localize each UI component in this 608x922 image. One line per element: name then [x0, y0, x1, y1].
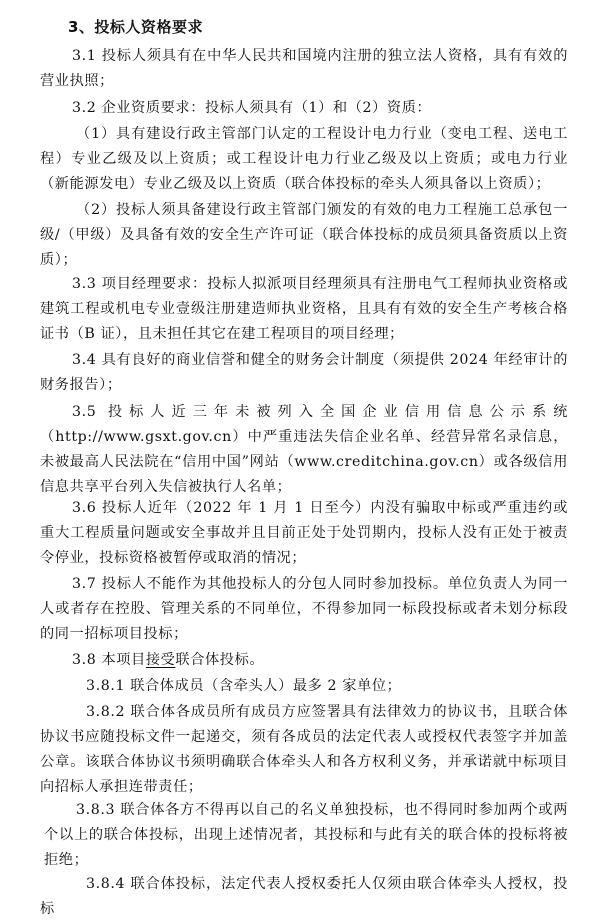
clause-3-7: 3.7 投标人不能作为其他投标人的分包人同时参加投标。单位负责人为同一人或者存在控股、管理关系的不同单位，不得参加同一标段投标或者未划分标段的同一招标项目投标； — [40, 576, 568, 642]
section-heading: 3、投标人资格要求 — [68, 18, 203, 36]
clause-3-2: 3.2 企业资质要求：投标人须具有（1）和（2）资质： — [72, 100, 432, 116]
clause-3-8-prefix: 3.8 本项目 — [72, 652, 146, 668]
clause-3-8-accept-underlined: 接受 — [145, 652, 176, 668]
clause-3-6: 3.6 投标人近年（2022 年 1 月 1 日至今）内没有骗取中标或严重违约或重大工程质量问题或安全事故并且目前正处于处罚期内，投标人没有正处于被责令停业，投标资格被暂停或取消的情况； — [40, 500, 568, 566]
clause-3-2-item-1: （1）具有建设行政主管部门认定的工程设计电力行业（变电工程、送电工程）专业乙级及以上资质；或工程设计电力行业乙级及以上资质；或电力行业（新能源发电）专业乙级及以上资质（联合体投标的牵头人须具备以上资质）； — [40, 126, 568, 192]
clause-3-1: 3.1 投标人须具有在中华人民共和国境内注册的独立法人资格，具有有效的营业执照； — [40, 48, 568, 89]
clause-3-8-1: 3.8.1 联合体成员（含牵头人）最多 2 家单位； — [86, 678, 402, 694]
clause-3-2-item-2: （2）投标人须具备建设行政主管部门颁发的有效的电力工程施工总承包一级/（甲级）及具备有效的安全生产许可证（联合体投标的成员须具备资质以上资质）； — [40, 202, 568, 268]
clause-3-8-2: 3.8.2 联合体各成员所有成员方应签署具有法律效力的协议书，且联合体协议书应随投标文件一起递交，须有各成员的法定代表人或授权代表签字并加盖公章。该联合体协议书须明确联合体牵头人和各方权利义务，并承诺就中标项目向招标人承担连带责任； — [40, 704, 568, 795]
clause-3-8 — [40, 648, 568, 673]
clause-3-8-suffix: 联合体投标。 — [175, 652, 265, 668]
clause-3-4: 3.4 具有良好的商业信誉和健全的财务会计制度（须提供 2024 年经审计的财务报告）； — [40, 352, 568, 393]
clause-3-5: 3.5 投标人近三年未被列入全国企业信用信息公示系统（http://www.gsxt.gov.cn）中严重违法失信企业名单、经营异常名录信息，未被最高人民法院在“信用中国”网站（www.creditchina.gov.cn）或各级信用信息共享平台列入失信被执行人名单； — [40, 404, 568, 495]
clause-3-8-4: 3.8.4 联合体投标，法定代表人授权委托人仅须由联合体牵头人授权，投标 — [40, 876, 568, 917]
clause-3-3: 3.3 项目经理要求：投标人拟派项目经理须具有注册电气工程师执业资格或建筑工程或机电专业壹级注册建造师执业资格，且具有有效的安全生产考核合格证书（B 证），且未担任其它在建工程项目的项目经理； — [40, 276, 568, 342]
clause-3-8-3: 3.8.3 联合体各方不得再以自己的名义单独投标，也不得同时参加两个或两个以上的联合体投标，出现上述情况者，其投标和与此有关的联合体的投标将被拒绝； — [44, 802, 568, 868]
